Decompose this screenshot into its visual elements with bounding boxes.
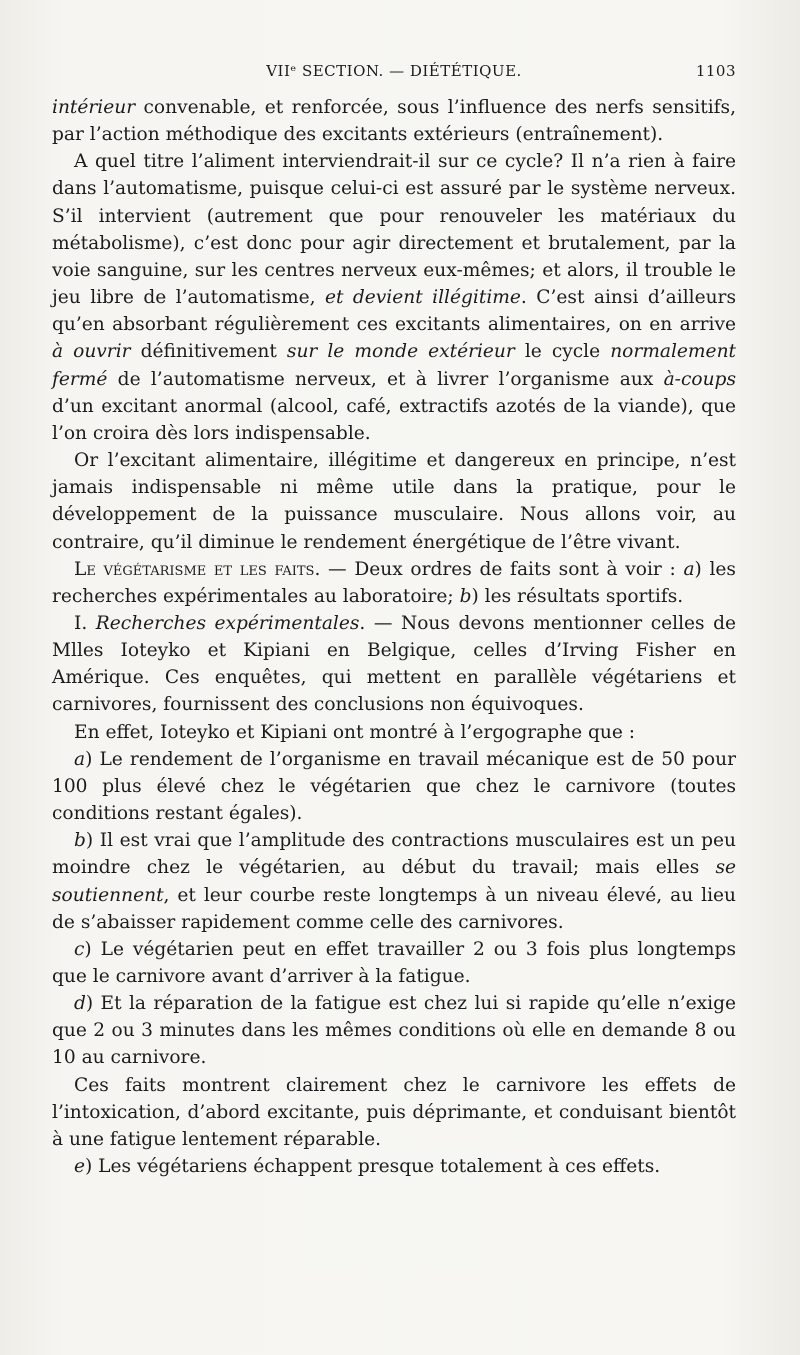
paragraph xyxy=(52,1153,736,1180)
text-run: ) Et la réparation de la fatigue est chez lui si rapide qu’elle n’exige que 2 ou 3 minutes dans les mêmes conditions où elle en demande 8 ou 10 au carnivore. xyxy=(52,993,736,1069)
italic-run: normalement fermé xyxy=(52,341,737,390)
paragraph xyxy=(52,746,736,827)
italic-run: à-coups xyxy=(663,368,736,390)
paragraph xyxy=(52,556,736,610)
italic-run: b xyxy=(459,585,472,607)
italic-run: intérieur xyxy=(52,97,136,118)
text-run: ) les résultats sportifs. xyxy=(471,585,684,607)
text-run: Ces faits montrent clairement chez le carnivore les effets de l’intoxication, d’abord excitante, puis déprimante, et conduisant bientôt à une fatigue lentement réparable. xyxy=(52,1074,736,1150)
paragraph xyxy=(52,447,736,556)
italic-run: se soutiennent xyxy=(52,857,736,906)
italic-run: et devient illégitime xyxy=(324,287,521,309)
text-run: En effet, Ioteyko et Kipiani ont montré à l’ergographe que : xyxy=(74,721,636,743)
text-run: ) Il est vrai que l’amplitude des contractions musculaires est un peu moindre chez le végétarien, au début du travail; mais elles xyxy=(52,830,736,879)
text-run: A quel titre l’aliment interviendrait-il sur ce cycle? Il n’a rien à faire dans l’automatisme, puisque celui-ci est assuré par le système nerveux. S’il intervient (autrement que pour renouveler les matériaux du métabolisme), c’est donc pour agir directement et brutalement, par la voie sanguine, sur les centres nerveux eux-mêmes; et alors, il trouble le jeu libre de l’automatisme, xyxy=(52,151,736,309)
text-run: ) les recherches expérimentales au laboratoire; xyxy=(52,558,736,607)
italic-run: a xyxy=(683,558,695,580)
paragraph xyxy=(52,936,736,990)
text-run: de l’automatisme nerveux, et à livrer l’organisme aux xyxy=(107,368,664,390)
italic-run: à ouvrir xyxy=(52,341,131,363)
text-run: ) Les végétariens échappent presque totalement à ces effets. xyxy=(85,1156,661,1178)
paragraph xyxy=(52,148,736,447)
paragraph xyxy=(52,94,736,148)
page-number: 1103 xyxy=(695,62,736,80)
paragraph xyxy=(52,610,736,719)
running-header xyxy=(52,62,736,86)
smallcaps-heading: Le végétarisme et les faits. xyxy=(74,558,321,580)
italic-run: d xyxy=(74,993,86,1015)
text-run: ) Le végétarien peut en effet travailler 2 ou 3 fois plus longtemps que le carnivore avant d’arriver à la fatigue. xyxy=(52,938,736,987)
text-run: ) Le rendement de l’organisme en travail mécanique est de 50 pour 100 plus élevé chez le végétarien que chez le carnivore (toutes conditions restant égales). xyxy=(52,748,736,825)
text-run: convenable, et renforcée, sous l’influence des nerfs sensitifs, par l’action méthodique des excitants extérieurs (entraînement). xyxy=(52,97,736,146)
text-run: Or l’excitant alimentaire, illégitime et dangereux en principe, n’est jamais indispensable ni même utile dans la pratique, pour le développement de la puissance musculaire. Nous allons voir, au contraire, qu’il diminue le rendement énergétique de l’être vivant. xyxy=(52,450,736,553)
italic-run: sur le monde extérieur xyxy=(286,341,515,363)
text-run: , et leur courbe reste longtemps à un niveau élevé, au lieu de s’abaisser rapidement comme celle des carnivores. xyxy=(52,884,736,933)
italic-run: Recherches expérimentales xyxy=(95,612,360,634)
text-run: I. xyxy=(74,612,96,634)
italic-run: a xyxy=(74,748,86,770)
text-run: d’un excitant anormal (alcool, café, extractifs azotés de la viande), que l’on croira dès lors indispensable. xyxy=(52,395,736,444)
paragraph xyxy=(52,990,736,1071)
paragraph xyxy=(52,719,736,746)
text-run: . C’est ainsi d’ailleurs qu’en absorbant régulièrement ces excitants alimentaires, on en arrive xyxy=(52,287,736,336)
italic-run: c xyxy=(74,938,85,960)
italic-run: b xyxy=(74,830,86,852)
body-text xyxy=(52,94,736,1180)
paragraph xyxy=(52,827,736,936)
text-run: . — Nous devons mentionner celles de Mlles Ioteyko et Kipiani en Belgique, celles d’Irving Fisher en Amérique. Ces enquêtes, qui mettent en parallèle végétariens et carnivores, fournissent des conclusions non équivoques. xyxy=(52,612,736,716)
section-title: VIIᵉ SECTION. — DIÉTÉTIQUE. xyxy=(266,62,522,80)
paragraph xyxy=(52,1072,736,1153)
text-run: le cycle xyxy=(514,341,611,363)
text-run: — Deux ordres de faits sont à voir : xyxy=(320,558,684,580)
italic-run: e xyxy=(74,1156,86,1178)
text-run: définitivement xyxy=(130,341,287,363)
